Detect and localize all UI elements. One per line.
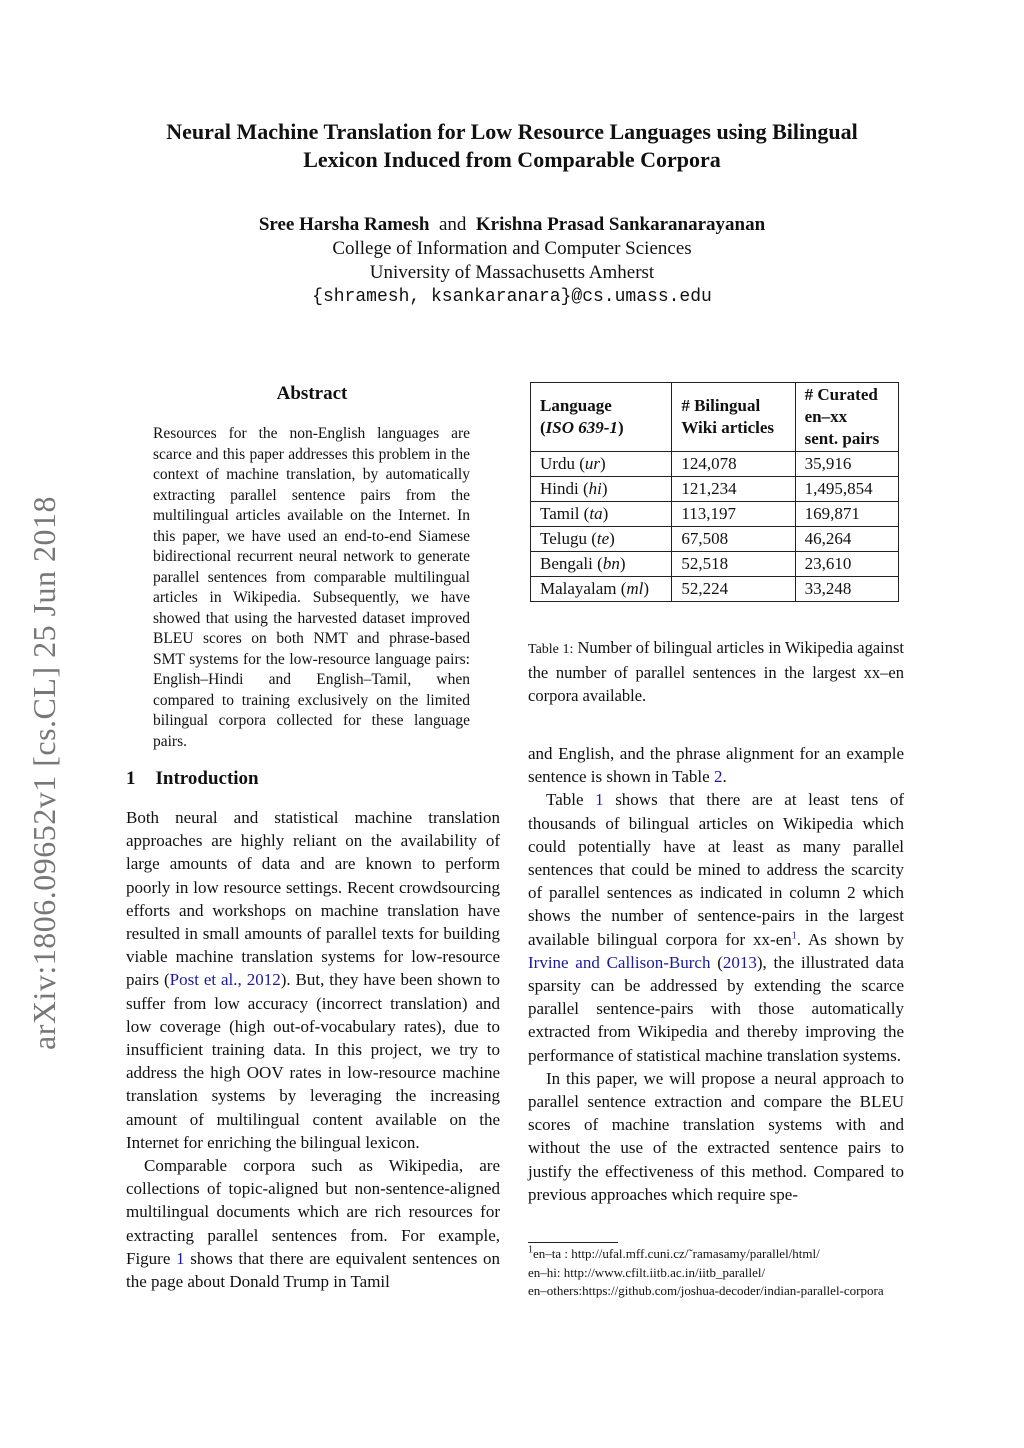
table-caption [528,636,904,707]
right-column [528,742,904,1206]
section-number: 1 [126,768,136,789]
intro-paragraph-2: Comparable corpora such as Wikipedia, are collections of topic-aligned but non-sentence-aligned multilingual documents which are rich resources for extracting parallel sentences from. For example, Figure 1 shows that there are equivalent sentences on the page about Donald Trump in Tamil [126,1156,501,1292]
section-heading-introduction [126,768,279,790]
right-paragraph-0: and English, and the phrase alignment for an example sentence is shown in Table 2. [528,744,904,787]
right-paragraph-1: Table 1 shows that there are at least tens of thousands of bilingual articles on Wikipedia which could potentially have at least as many parallel sentences that could be mined to address the scarcity of parallel sentences as indicated in column 2 which shows the number of sentence-pairs in the largest available bilingual corpora for $xx-en^1$. As shown by Irvine and Callison-Burch (2013), the illustrated data sparsity can be addressed by extending the scarce parallel sentence-pairs with those automatically extracted from Wikipedia and thereby improving the performance of statistical machine translation systems. [528,790,905,1065]
header-bilingual: # Bilingual Wiki articles [672,383,795,452]
header-language: Language (ISO 639-1) [531,383,672,452]
intro-left-column [126,806,500,1293]
table-row: Malayalam (ml) 52,224 33,248 [531,577,899,602]
footnote-line-1: en–ta : http://ufal.mff.cuni.cz/˜ramasamy/parallel/html/ [533,1246,820,1261]
citation-irvine-year[interactable]: 2013 [722,952,757,972]
footnote-mark: 1 [528,1244,533,1256]
table-header-row [531,383,899,452]
title-line-1: Neural Machine Translation for Low Resource Languages using Bilingual [166,119,858,144]
citation-post-2012[interactable]: Post et al., 2012 [169,970,281,990]
footnote-divider [528,1242,618,1243]
citation-irvine[interactable]: Irvine and Callison-Burch [528,952,711,972]
table-2-ref[interactable]: 2 [713,767,723,787]
table-row: Hindi (hi) 121,234 1,495,854 [531,477,899,502]
paper-title [60,118,964,174]
author-and: and [438,214,467,235]
table-1-ref[interactable]: 1 [595,790,604,810]
caption-label: Table 1: [528,642,574,657]
author-block [60,213,964,309]
footnote-line-3: en–others:https://github.com/joshua-decoder/indian-parallel-corpora [528,1283,884,1298]
table-row: Urdu (ur) 124,078 35,916 [531,452,899,477]
section-title: Introduction [155,768,259,789]
figure-1-ref[interactable]: 1 [176,1248,185,1268]
intro-paragraph-1: Both neural and statistical machine translation approaches are highly reliant on the availability of large amounts of data and are known to perform poorly in low resource settings. Recent crowdsourcing efforts and workshops on machine translation have resulted in small amounts of parallel texts for building viable machine translation systems for low-resource pairs (Post et al., 2012). But, they have been shown to suffer from low accuracy (incorrect translation) and low coverage (high out-of-vocabulary rates), due to insufficient training data. In this project, we try to address the high OOV rates in low-resource machine translation systems by leveraging the increasing amount of multilingual content available on the Internet for enriching the bilingual lexicon. [126,808,500,1152]
affiliation-2: University of Massachusetts Amherst [369,262,655,283]
abstract-heading: Abstract [276,383,348,404]
table-row: Bengali (bn) 52,518 23,610 [531,552,899,577]
table-row: Tamil (ta) 113,197 169,871 [531,502,899,527]
language-table [530,382,899,602]
arxiv-stamp: arXiv:1806.09652v1 [cs.CL] 25 Jun 2018 [26,495,62,1050]
table-row: Telugu (te) 67,508 46,264 [531,527,899,552]
header-curated: # Curated en–xx sent. pairs [795,383,898,452]
abstract-text: Resources for the non-English languages are scarce and this paper addresses this problem in the context of machine translation, by automatically extracting parallel sentence pairs from the multilingual articles available on the Internet. In this paper, we have used an end-to-end Siamese bidirectional recurrent neural network to generate parallel sentences from comparable multilingual articles in Wikipedia. Subsequently, we have showed that using the harvested dataset improved BLEU scores on both NMT and phrase-based SMT systems for the low-resource language pairs: English–Hindi and English–Tamil, when compared to training exclusively on the limited bilingual corpora collected for these language pairs. [153,425,470,750]
footnote [528,1245,908,1301]
caption-text: Number of bilingual articles in Wikipedia against the number of parallel sentences in the largest xx–en corpora available. [528,638,905,705]
author-2: Krishna Prasad Sankaranarayanan [475,214,766,235]
title-line-2: Lexicon Induced from Comparable Corpora [303,147,721,172]
right-paragraph-2: In this paper, we will propose a neural approach to parallel sentence extraction and compare the BLEU scores of machine translation systems with and without the use of the extracted sentence pairs to justify the effectiveness of this method. Compared to previous approaches which require spe- [528,1068,904,1204]
footnote-1-ref[interactable]: 1 [791,929,797,941]
affiliation-1: College of Information and Computer Sciences [332,238,692,259]
author-1: Sree Harsha Ramesh [258,214,430,235]
author-email: {shramesh, ksankaranara}@cs.umass.edu [312,287,712,307]
footnote-line-2: en–hi: http://www.cfilt.iitb.ac.in/iitb_parallel/ [528,1264,766,1280]
